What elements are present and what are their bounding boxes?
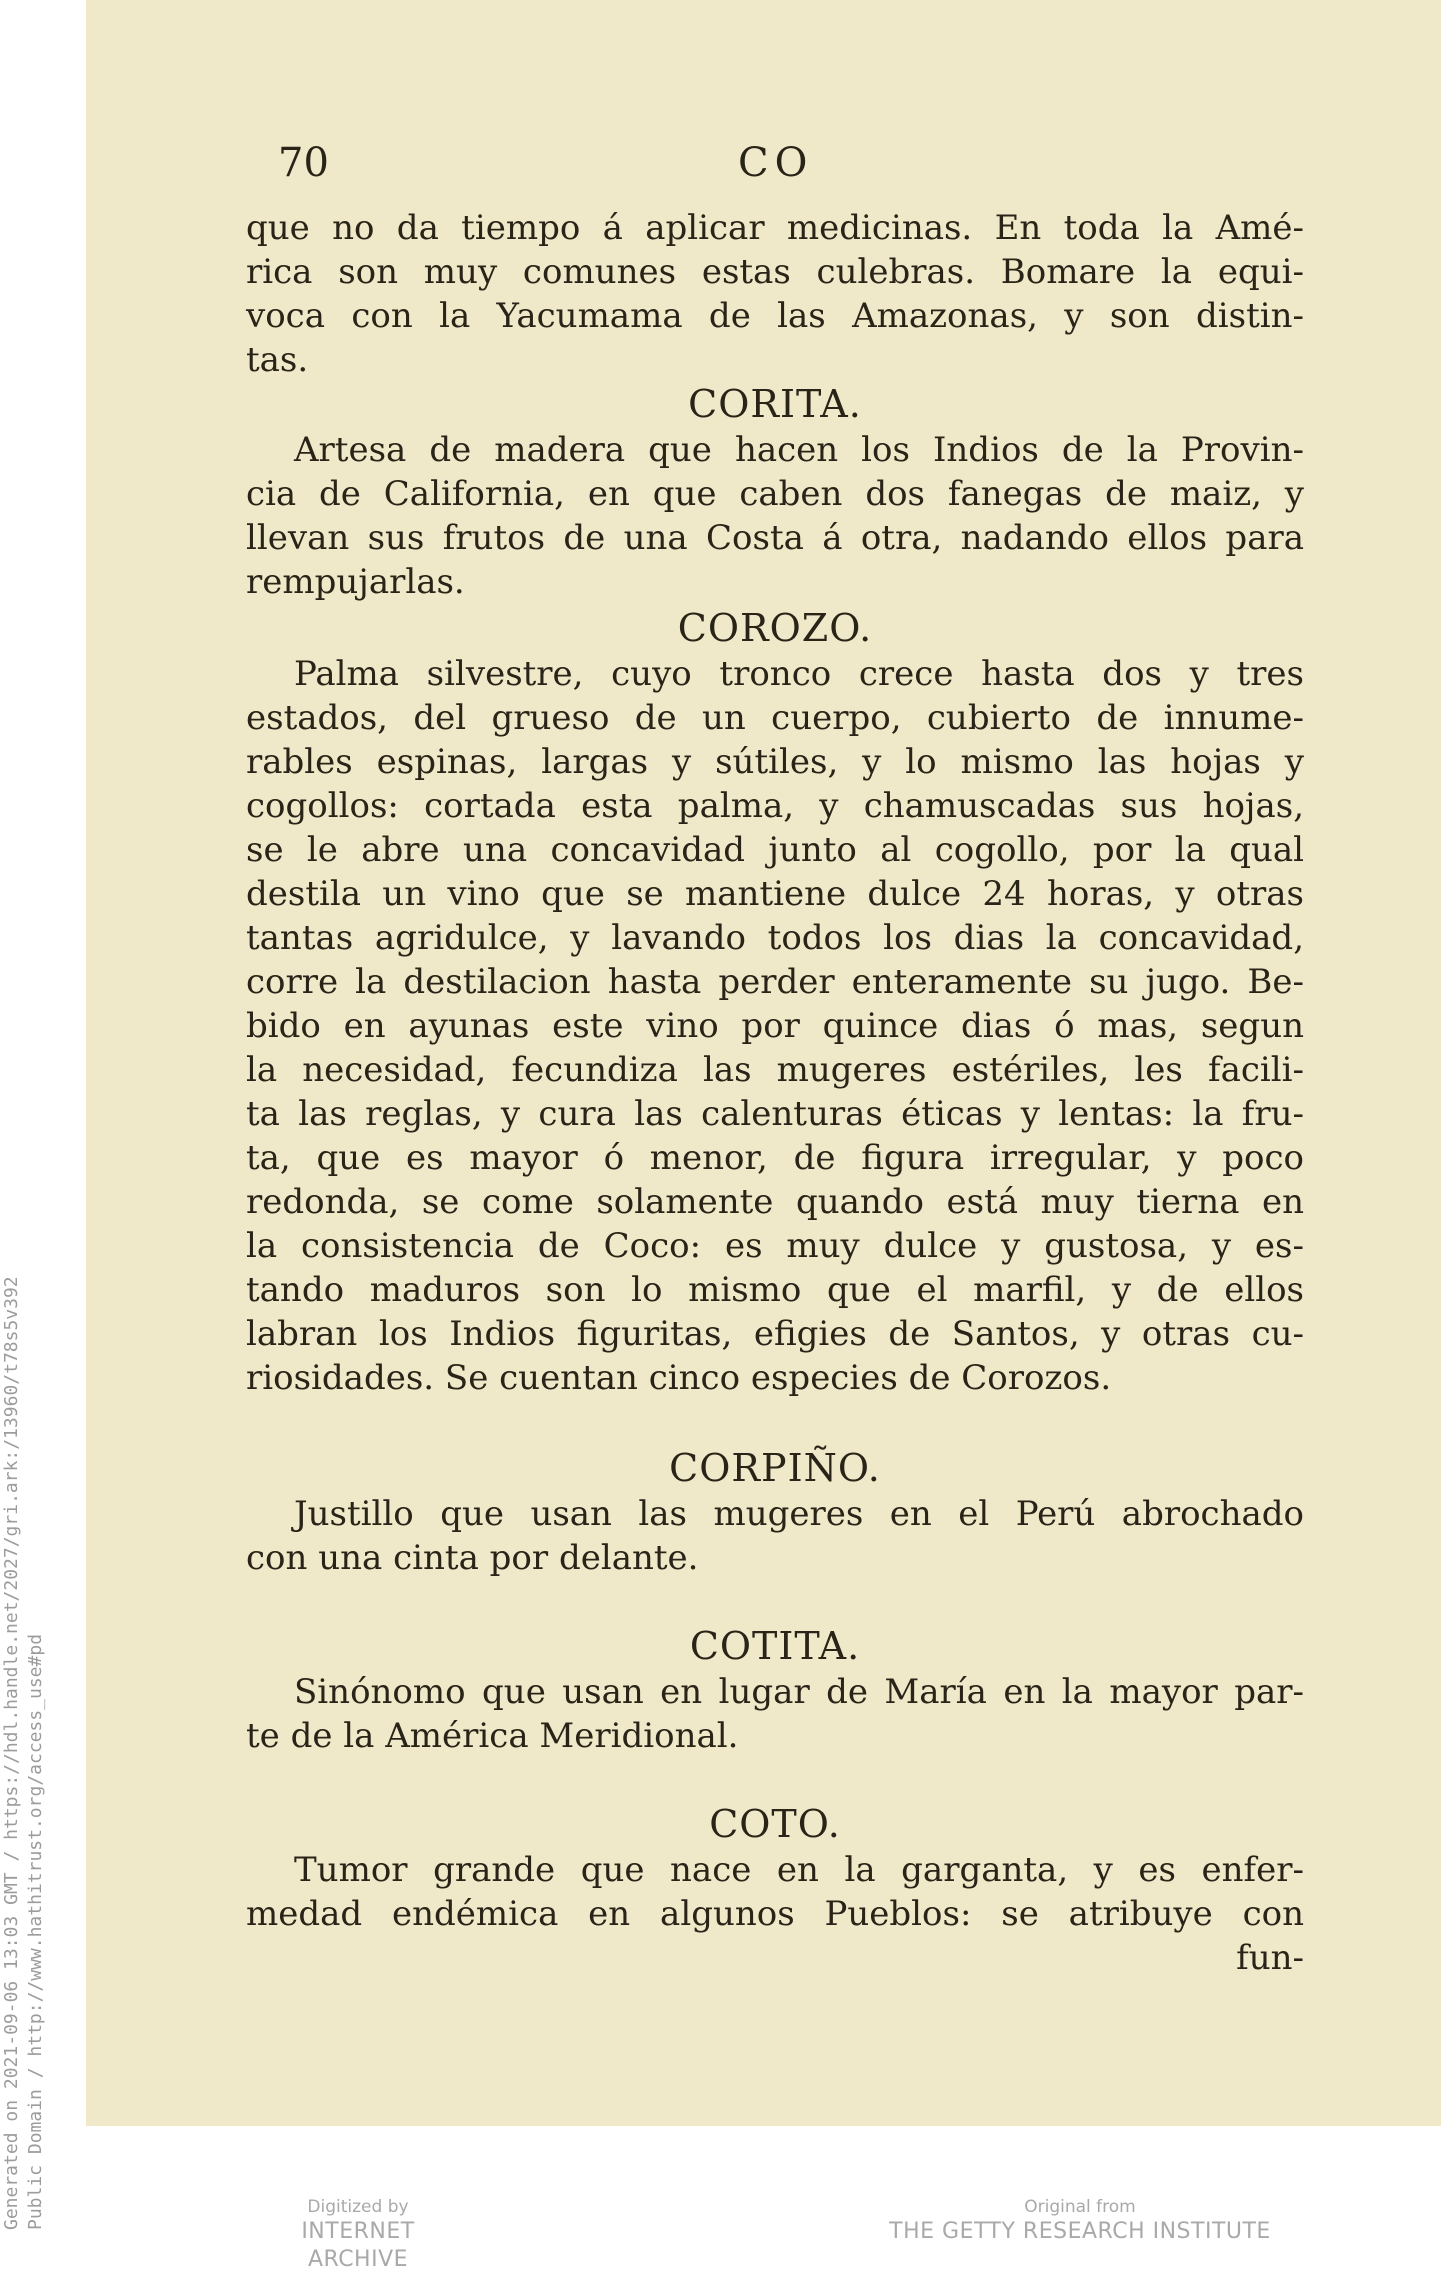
original-source: THE GETTY RESEARCH INSTITUTE [889,2219,1271,2244]
entry-heading: CORPIÑO. [669,1446,881,1490]
text-line: rempujarlas. [246,562,465,602]
text-line: ta, que es mayor ó menor, de figura irregular, y poco [246,1138,1304,1178]
text-line: cia de California, en que caben dos fanegas de maiz, y [246,474,1304,514]
text-line: destila un vino que se mantiene dulce 24 horas, y otras [246,874,1304,914]
digitized-by [248,2196,468,2274]
running-head: CO [738,140,814,186]
text-line: rica son muy comunes estas culebras. Bomare la equi- [246,252,1304,292]
text-line: la consistencia de Coco: es muy dulce y gustosa, y es- [246,1226,1304,1266]
entry-heading: CORITA. [688,382,862,426]
text-line: estados, del grueso de un cuerpo, cubierto de innume- [246,698,1304,738]
text-line: que no da tiempo á aplicar medicinas. En toda la Amé- [246,208,1304,248]
stamp-line-generated: Generated on 2021-09-06 13:03 GMT / https://hdl.handle.net/2027/gri.ark:/13960/t78s5v392 [1,1276,22,2230]
text-line: con una cinta por delante. [246,1538,699,1578]
text-line: se le abre una concavidad junto al cogollo, por la qual [246,830,1304,870]
catchword: fun- [1236,1938,1304,1978]
text-line: Artesa de madera que hacen los Indios de la Provin- [294,430,1304,470]
text-line: la necesidad, fecundiza las mugeres estériles, les facili- [246,1050,1304,1090]
original-from [880,2196,1280,2246]
intro-paragraph [246,206,1304,382]
text-line: llevan sus frutos de una Costa á otra, nadando ellos para [246,518,1304,558]
text-line: cogollos: cortada esta palma, y chamuscadas sus hojas, [246,786,1304,826]
text-line: bido en ayunas este vino por quince dias ó mas, segun [246,1006,1304,1046]
entry-corpino [246,1444,1304,1580]
text-line: corre la destilacion hasta perder enteramente su jugo. Be- [246,962,1304,1002]
text-line: Tumor grande que nace en la garganta, y es enfer- [294,1850,1304,1890]
scan-footer [0,2196,1441,2272]
text-line: labran los Indios figuritas, efigies de Santos, y otras cu- [246,1314,1304,1354]
text-line: te de la América Meridional. [246,1716,739,1756]
text-line: rables espinas, largas y sútiles, y lo mismo las hojas y [246,742,1304,782]
text-line: riosidades. Se cuentan cinco especies de Corozos. [246,1358,1112,1398]
text-line: tas. [246,340,309,380]
text-line: voca con la Yacumama de las Amazonas, y son distin- [246,296,1304,336]
entry-corita [246,380,1304,604]
original-label: Original from [1024,2197,1136,2217]
entry-heading: COTITA. [689,1624,861,1668]
text-line: ta las reglas, y cura las calenturas éticas y lentas: la fru- [246,1094,1304,1134]
text-line: tando maduros son lo mismo que el marfil, y de ellos [246,1270,1304,1310]
text-line: Sinónomo que usan en lugar de María en la mayor par- [294,1672,1304,1712]
text-line: Justillo que usan las mugeres en el Perú abrochado [294,1494,1304,1534]
entry-heading: COTO. [709,1802,841,1846]
entry-cotita [246,1622,1304,1758]
text-line: medad endémica en algunos Pueblos: se atribuye con [246,1894,1304,1934]
hathitrust-stamp [0,1100,60,2230]
entry-heading: COROZO. [677,606,873,650]
entry-coto [246,1800,1304,1980]
digitized-source: INTERNET ARCHIVE [301,2219,415,2272]
entry-corozo [246,604,1304,1400]
stamp-line-rights: Public Domain / http://www.hathitrust.org/access_use#pd [25,1633,46,2230]
text-line: redonda, se come solamente quando está muy tierna en [246,1182,1304,1222]
page-header [278,140,1308,196]
digitized-label: Digitized by [307,2197,409,2217]
text-line: tantas agridulce, y lavando todos los dias la concavidad, [246,918,1304,958]
text-line: Palma silvestre, cuyo tronco crece hasta dos y tres [294,654,1304,694]
page-number: 70 [278,140,329,186]
